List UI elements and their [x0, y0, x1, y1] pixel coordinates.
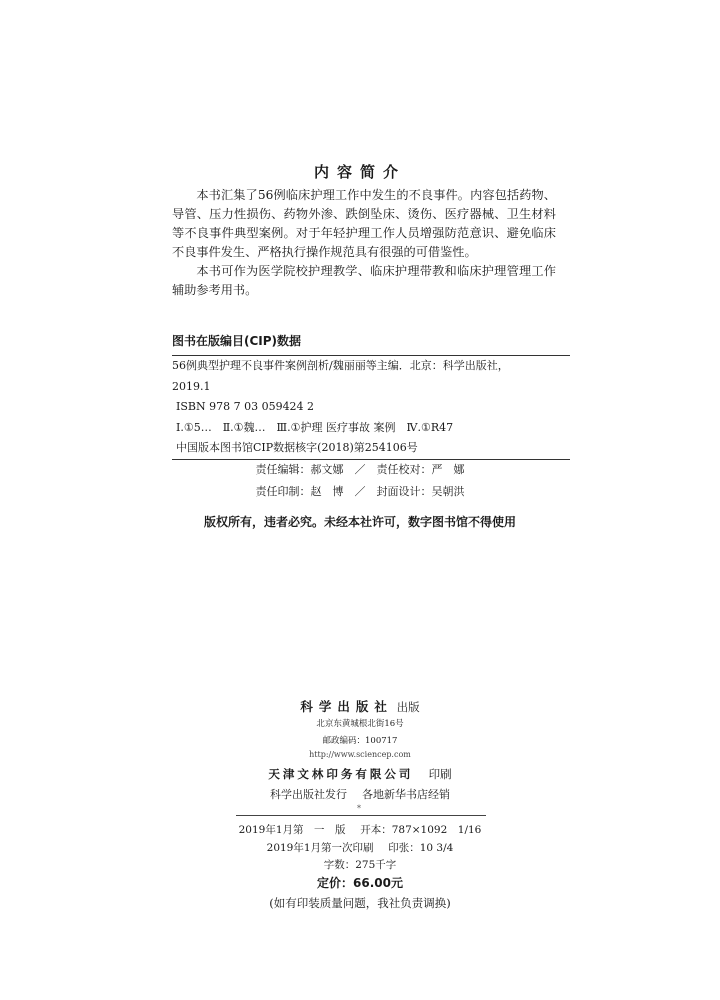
- publisher-url: http://www.sciencep.com: [309, 750, 411, 759]
- cip-data-block: [172, 332, 570, 460]
- cip-title-line-cont: 2019.1: [172, 379, 211, 393]
- separator-star: *: [357, 804, 361, 813]
- publisher-address: 北京东黄城根北街16号: [316, 719, 404, 729]
- printing-line: [0, 840, 720, 855]
- summary-paragraph: 本书汇集了56例临床护理工作中发生的不良事件。内容包括药物、导管、压力性损伤、药物外渗、跌倒坠床、烫伤、医疗器械、卫生材料等不良事件典型案例。对于年轻护理工作人员增强防范意识、避免临床不良事件发生、严格执行操作规范具有很强的可借鉴性。: [172, 188, 556, 259]
- cip-heading: 图书在版编目(CIP)数据: [172, 332, 570, 356]
- distribution-right: 各地新华书店经销: [362, 788, 450, 801]
- sheet-count: 印张：10 3/4: [388, 842, 454, 854]
- quality-notice: (如有印装质量问题，我社负责调换): [269, 896, 451, 910]
- price: 定价：66.00元: [317, 876, 403, 890]
- edition-line: [0, 822, 720, 837]
- cip-isbn: ISBN 978 7 03 059424 2: [176, 400, 315, 413]
- cip-classification: Ⅰ.①5… Ⅱ.①魏… Ⅲ.①护理 医疗事故 案例 Ⅳ.①R47: [176, 420, 454, 434]
- printer-name: 天津文林印务有限公司: [268, 767, 414, 781]
- printer-suffix: 印刷: [428, 767, 452, 781]
- publisher-name: 科学出版社: [300, 699, 393, 714]
- publisher-suffix: 出版: [396, 700, 420, 714]
- credits-editors: 责任编辑：郝文娜 ／ 责任校对：严 娜: [255, 463, 465, 476]
- summary-title: 内容简介: [313, 163, 406, 181]
- cip-check-number: 中国版本图书馆CIP数据核字(2018)第254106号: [172, 438, 570, 460]
- distribution-line: [0, 786, 720, 802]
- printing-date: 2019年1月第一次印刷: [266, 842, 374, 854]
- cip-title-line: 56例典型护理不良事件案例剖析/魏丽丽等主编．北京：科学出版社，: [172, 359, 509, 372]
- edition-date: 2019年1月第 一 版: [238, 824, 346, 836]
- publisher-line: [0, 697, 720, 715]
- distribution-left: 科学出版社发行: [270, 788, 347, 801]
- separator-rule: [236, 815, 486, 816]
- summary-paragraph: 本书可作为医学院校护理教学、临床护理带教和临床护理管理工作辅助参考用书。: [172, 264, 556, 297]
- printer-line: [0, 766, 720, 782]
- credits-production: 责任印制：赵 博 ／ 封面设计：吴朝洪: [255, 485, 465, 498]
- word-count: 字数：275千字: [323, 859, 397, 871]
- copyright-notice: 版权所有，违者必究。未经本社许可，数字图书馆不得使用: [203, 515, 516, 529]
- summary-body: [172, 186, 556, 300]
- format-size: 开本：787×1092 1/16: [360, 824, 482, 836]
- postcode: 邮政编码：100717: [322, 736, 398, 746]
